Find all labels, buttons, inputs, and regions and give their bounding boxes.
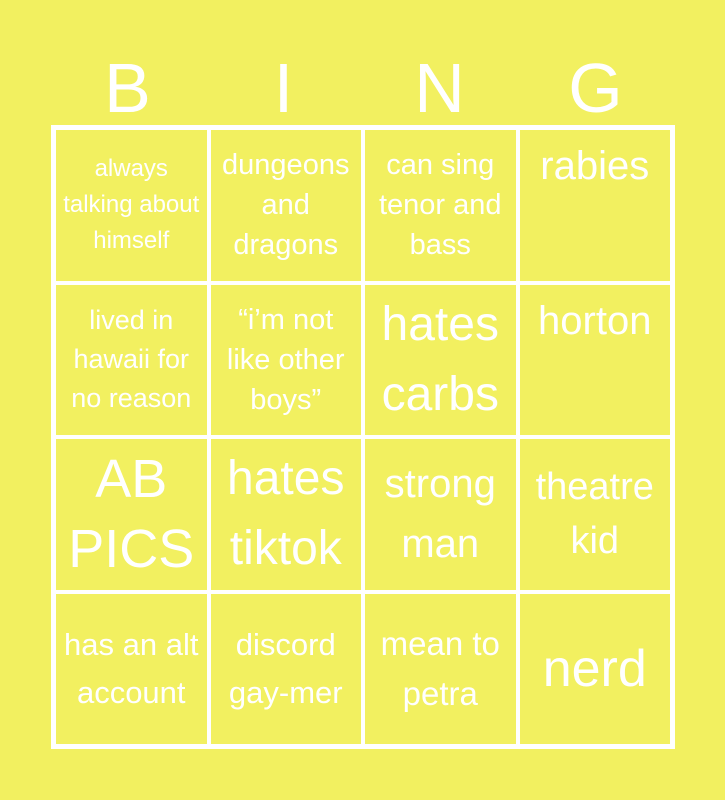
bingo-board bbox=[51, 125, 675, 749]
bingo-cell-r4c3[interactable] bbox=[363, 592, 518, 747]
cell-label: AB PICS bbox=[68, 449, 195, 580]
bingo-cell-r4c4[interactable] bbox=[518, 592, 673, 747]
cell-label: lived in hawaii for no reason bbox=[71, 305, 192, 414]
bingo-cell-r1c2[interactable] bbox=[209, 128, 364, 283]
bingo-cell-r4c2[interactable] bbox=[209, 592, 364, 747]
bingo-cell-r1c4[interactable] bbox=[518, 128, 673, 283]
bingo-title bbox=[50, 50, 674, 126]
title-letter-g: G bbox=[568, 49, 624, 127]
bingo-cell-r1c3[interactable] bbox=[363, 128, 518, 283]
cell-label: always talking about himself bbox=[63, 155, 200, 255]
cell-label: can sing tenor and bass bbox=[378, 149, 502, 262]
bingo-cell-r2c1[interactable] bbox=[54, 283, 209, 438]
cell-label: strong man bbox=[384, 462, 496, 567]
title-letter-n: N bbox=[414, 49, 466, 127]
cell-label: rabies bbox=[540, 144, 650, 188]
bingo-cell-r2c4[interactable] bbox=[518, 283, 673, 438]
cell-label: has an alt account bbox=[64, 626, 199, 710]
cell-label: discord gay-mer bbox=[228, 626, 343, 710]
bingo-cell-r3c3[interactable] bbox=[363, 437, 518, 592]
cell-label: hates tiktok bbox=[227, 452, 345, 576]
cell-label: horton bbox=[538, 298, 652, 343]
cell-label: mean to petra bbox=[380, 624, 500, 712]
bingo-cell-r4c1[interactable] bbox=[54, 592, 209, 747]
bingo-cell-r3c2[interactable] bbox=[209, 437, 364, 592]
cell-label: dungeons and dragons bbox=[222, 149, 350, 262]
bingo-cell-r2c3[interactable] bbox=[363, 283, 518, 438]
cell-label: nerd bbox=[542, 639, 647, 698]
cell-label: hates carbs bbox=[381, 297, 499, 421]
bingo-cell-r2c2[interactable] bbox=[209, 283, 364, 438]
bingo-cell-r3c1[interactable] bbox=[54, 437, 209, 592]
title-letter-i: I bbox=[273, 49, 295, 127]
cell-label: theatre kid bbox=[535, 466, 654, 563]
bingo-cell-r1c1[interactable] bbox=[54, 128, 209, 283]
cell-label: “i’m not like other boys” bbox=[226, 303, 345, 416]
bingo-cell-r3c4[interactable] bbox=[518, 437, 673, 592]
title-letter-b: B bbox=[104, 49, 152, 127]
